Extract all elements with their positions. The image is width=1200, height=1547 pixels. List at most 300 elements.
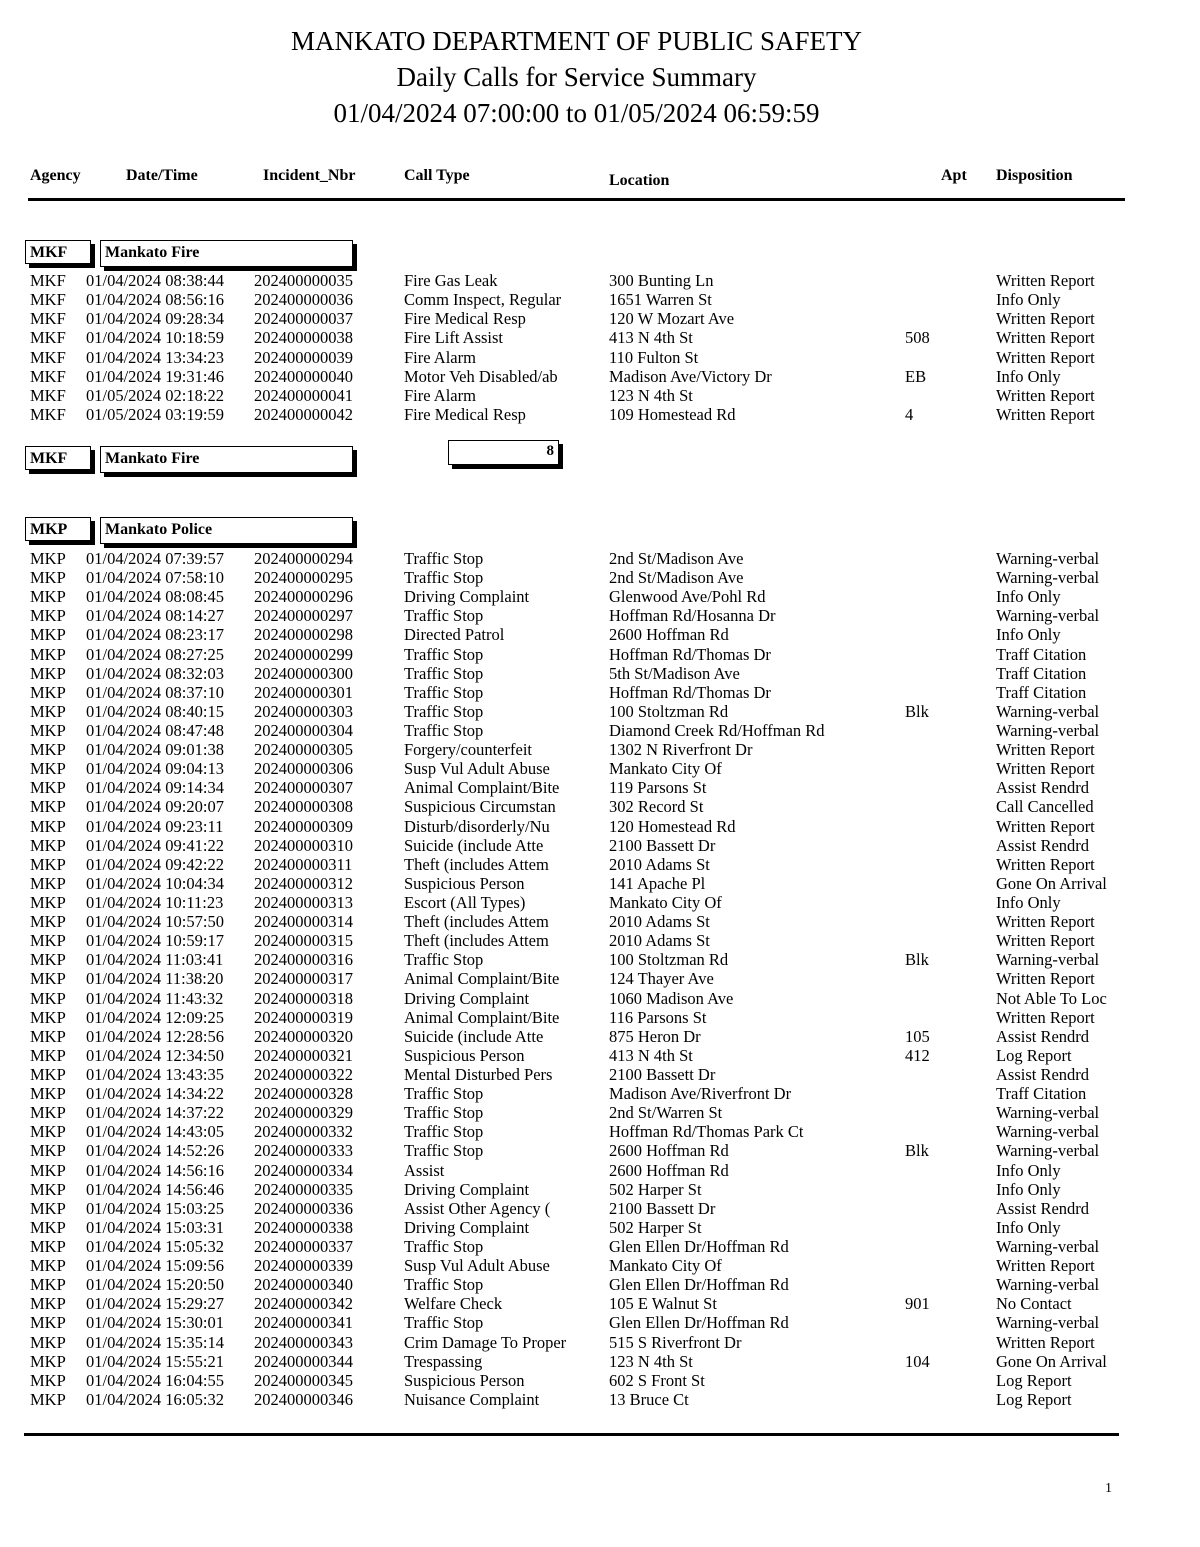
- disposition-cell: Warning-verbal: [996, 1141, 1100, 1161]
- agency-cell: MKP: [30, 835, 66, 855]
- police-agency-code-box: MKP: [25, 517, 91, 541]
- column-header-location: Location: [609, 172, 670, 189]
- disposition-cell: Info Only: [996, 892, 1061, 912]
- agency-cell: MKP: [30, 1179, 66, 1199]
- fire-agency-name-box: Mankato Fire: [100, 240, 353, 267]
- table-row: [0, 740, 1200, 759]
- datetime-cell: 01/04/2024 15:03:31: [86, 1217, 224, 1237]
- agency-cell: MKP: [30, 1103, 66, 1123]
- incident-number-cell: 202400000297: [254, 606, 353, 626]
- agency-cell: MKP: [30, 1045, 66, 1065]
- location-cell: Madison Ave/Riverfront Dr: [609, 1084, 792, 1104]
- incident-number-cell: 202400000296: [254, 587, 353, 607]
- column-header-datetime: Date/Time: [126, 167, 198, 184]
- table-row: [0, 664, 1200, 683]
- table-row: [0, 1256, 1200, 1275]
- table-row: [0, 328, 1200, 347]
- call-type-cell: Escort (All Types): [404, 892, 526, 912]
- call-type-cell: Driving Complaint: [404, 587, 530, 607]
- location-cell: 2nd St/Madison Ave: [609, 549, 744, 568]
- table-row: [0, 836, 1200, 855]
- datetime-cell: 01/04/2024 16:04:55: [86, 1370, 224, 1390]
- call-type-cell: Animal Complaint/Bite: [404, 1007, 560, 1027]
- agency-cell: MKP: [30, 644, 66, 664]
- agency-cell: MKP: [30, 1026, 66, 1046]
- location-cell: 2nd St/Warren St: [609, 1103, 723, 1123]
- agency-cell: MKP: [30, 682, 66, 702]
- table-row: [0, 1027, 1200, 1046]
- agency-cell: MKP: [30, 587, 66, 607]
- incident-number-cell: 202400000333: [254, 1141, 353, 1161]
- disposition-cell: Warning-verbal: [996, 950, 1100, 970]
- disposition-cell: Info Only: [996, 290, 1061, 310]
- call-type-cell: Motor Veh Disabled/ab: [404, 366, 558, 386]
- disposition-cell: Assist Rendrd: [996, 1026, 1090, 1046]
- datetime-cell: 01/04/2024 09:04:13: [86, 759, 224, 779]
- agency-cell: MKP: [30, 1122, 66, 1142]
- datetime-cell: 01/04/2024 09:20:07: [86, 797, 224, 817]
- table-row: [0, 1294, 1200, 1313]
- call-type-cell: Susp Vul Adult Abuse: [404, 1256, 550, 1276]
- column-header-disposition: Disposition: [996, 167, 1073, 184]
- agency-cell: MKP: [30, 606, 66, 626]
- incident-number-cell: 202400000335: [254, 1179, 353, 1199]
- datetime-cell: 01/04/2024 15:29:27: [86, 1294, 224, 1314]
- apt-cell: 508: [905, 328, 930, 348]
- disposition-cell: Written Report: [996, 759, 1095, 779]
- disposition-cell: Written Report: [996, 328, 1095, 348]
- call-type-cell: Traffic Stop: [404, 720, 484, 740]
- call-type-cell: Nuisance Complaint: [404, 1389, 540, 1409]
- call-type-cell: Traffic Stop: [404, 701, 484, 721]
- table-row: [0, 1275, 1200, 1294]
- disposition-cell: Traff Citation: [996, 682, 1087, 702]
- disposition-cell: Log Report: [996, 1389, 1072, 1409]
- datetime-cell: 01/04/2024 08:08:45: [86, 587, 224, 607]
- disposition-cell: Info Only: [996, 587, 1061, 607]
- datetime-cell: 01/04/2024 14:34:22: [86, 1084, 224, 1104]
- incident-number-cell: 202400000298: [254, 625, 353, 645]
- incident-number-cell: 202400000344: [254, 1351, 353, 1371]
- header-rule: [28, 198, 1125, 201]
- location-cell: 119 Parsons St: [609, 778, 707, 798]
- location-cell: 2nd St/Madison Ave: [609, 568, 744, 588]
- agency-cell: MKP: [30, 950, 66, 970]
- incident-number-cell: 202400000035: [254, 271, 353, 290]
- agency-cell: MKP: [30, 1370, 66, 1390]
- datetime-cell: 01/04/2024 08:37:10: [86, 682, 224, 702]
- table-row: [0, 625, 1200, 644]
- column-header-incident: Incident_Nbr: [263, 167, 356, 184]
- call-type-cell: Suspicious Person: [404, 1045, 525, 1065]
- call-type-cell: Traffic Stop: [404, 549, 484, 568]
- datetime-cell: 01/05/2024 03:19:59: [86, 405, 224, 425]
- agency-cell: MKP: [30, 1007, 66, 1027]
- location-cell: 123 N 4th St: [609, 1351, 693, 1371]
- agency-cell: MKP: [30, 1351, 66, 1371]
- agency-cell: MKP: [30, 1141, 66, 1161]
- incident-number-cell: 202400000317: [254, 969, 353, 989]
- fire-footer-code-box: MKF: [25, 446, 91, 470]
- table-row: [0, 290, 1200, 309]
- location-cell: 602 S Front St: [609, 1370, 705, 1390]
- disposition-cell: Written Report: [996, 1332, 1095, 1352]
- report-date-range: 01/04/2024 07:00:00 to 01/05/2024 06:59:59: [333, 98, 820, 128]
- datetime-cell: 01/04/2024 10:57:50: [86, 912, 224, 932]
- incident-number-cell: 202400000340: [254, 1275, 353, 1295]
- footer-rule: [24, 1433, 1119, 1436]
- agency-cell: MKP: [30, 1160, 66, 1180]
- disposition-cell: Traff Citation: [996, 644, 1087, 664]
- incident-number-cell: 202400000328: [254, 1084, 353, 1104]
- table-row: [0, 1237, 1200, 1256]
- disposition-cell: Call Cancelled: [996, 797, 1094, 817]
- disposition-cell: Written Report: [996, 309, 1095, 329]
- call-type-cell: Suspicious Circumstan: [404, 797, 556, 817]
- location-cell: 5th St/Madison Ave: [609, 663, 740, 683]
- datetime-cell: 01/04/2024 14:43:05: [86, 1122, 224, 1142]
- table-row: [0, 587, 1200, 606]
- incident-number-cell: 202400000042: [254, 405, 353, 425]
- location-cell: 502 Harper St: [609, 1217, 702, 1237]
- call-type-cell: Welfare Check: [404, 1294, 503, 1314]
- agency-cell: MKP: [30, 1084, 66, 1104]
- column-header-apt: Apt: [941, 167, 967, 184]
- datetime-cell: 01/04/2024 14:56:46: [86, 1179, 224, 1199]
- table-row: [0, 1352, 1200, 1371]
- disposition-cell: Gone On Arrival: [996, 873, 1107, 893]
- disposition-cell: Traff Citation: [996, 1084, 1087, 1104]
- table-row: [0, 568, 1200, 587]
- location-cell: 515 S Riverfront Dr: [609, 1332, 742, 1352]
- incident-number-cell: 202400000343: [254, 1332, 353, 1352]
- agency-cell: MKP: [30, 1313, 66, 1333]
- datetime-cell: 01/04/2024 14:37:22: [86, 1103, 224, 1123]
- table-row: [0, 969, 1200, 988]
- disposition-cell: Written Report: [996, 854, 1095, 874]
- incident-number-cell: 202400000337: [254, 1236, 353, 1256]
- report-subtitle: Daily Calls for Service Summary: [396, 62, 757, 92]
- disposition-cell: Written Report: [996, 931, 1095, 951]
- location-cell: 1651 Warren St: [609, 290, 712, 310]
- disposition-cell: Log Report: [996, 1045, 1072, 1065]
- table-row: [0, 1122, 1200, 1141]
- agency-cell: MKP: [30, 816, 66, 836]
- police-agency-name-box: Mankato Police: [100, 517, 353, 544]
- location-cell: Glenwood Ave/Pohl Rd: [609, 587, 766, 607]
- table-row: [0, 855, 1200, 874]
- disposition-cell: Warning-verbal: [996, 568, 1100, 588]
- table-row: [0, 1371, 1200, 1390]
- datetime-cell: 01/04/2024 13:34:23: [86, 347, 224, 367]
- incident-number-cell: 202400000318: [254, 988, 353, 1008]
- call-type-cell: Fire Medical Resp: [404, 309, 526, 329]
- disposition-cell: Written Report: [996, 1007, 1095, 1027]
- agency-cell: MKF: [30, 328, 66, 348]
- table-row: [0, 645, 1200, 664]
- location-cell: 100 Stoltzman Rd: [609, 950, 729, 970]
- call-type-cell: Traffic Stop: [404, 568, 484, 588]
- disposition-cell: Info Only: [996, 1217, 1061, 1237]
- location-cell: 2010 Adams St: [609, 912, 710, 932]
- table-row: [0, 309, 1200, 328]
- location-cell: 302 Record St: [609, 797, 704, 817]
- location-cell: Hoffman Rd/Hosanna Dr: [609, 606, 776, 626]
- call-type-cell: Traffic Stop: [404, 682, 484, 702]
- page-number: 1: [1105, 1481, 1112, 1496]
- location-cell: 110 Fulton St: [609, 347, 699, 367]
- table-row: [0, 367, 1200, 386]
- table-row: [0, 549, 1200, 568]
- incident-number-cell: 202400000342: [254, 1294, 353, 1314]
- call-type-cell: Assist Other Agency (: [404, 1198, 551, 1218]
- location-cell: Glen Ellen Dr/Hoffman Rd: [609, 1236, 789, 1256]
- datetime-cell: 01/04/2024 08:23:17: [86, 625, 224, 645]
- call-type-cell: Theft (includes Attem: [404, 854, 549, 874]
- location-cell: 141 Apache Pl: [609, 873, 706, 893]
- table-row: [0, 1065, 1200, 1084]
- agency-cell: MKP: [30, 759, 66, 779]
- datetime-cell: 01/04/2024 12:34:50: [86, 1045, 224, 1065]
- disposition-cell: Assist Rendrd: [996, 1064, 1090, 1084]
- incident-number-cell: 202400000304: [254, 720, 353, 740]
- incident-number-cell: 202400000321: [254, 1045, 353, 1065]
- call-type-cell: Forgery/counterfeit: [404, 740, 532, 760]
- agency-cell: MKP: [30, 1256, 66, 1276]
- datetime-cell: 01/04/2024 13:43:35: [86, 1064, 224, 1084]
- disposition-cell: Log Report: [996, 1370, 1072, 1390]
- disposition-cell: Assist Rendrd: [996, 778, 1090, 798]
- disposition-cell: Written Report: [996, 740, 1095, 760]
- disposition-cell: No Contact: [996, 1294, 1072, 1314]
- datetime-cell: 01/04/2024 09:41:22: [86, 835, 224, 855]
- location-cell: 300 Bunting Ln: [609, 271, 714, 290]
- disposition-cell: Written Report: [996, 385, 1095, 405]
- datetime-cell: 01/04/2024 15:09:56: [86, 1256, 224, 1276]
- disposition-cell: Warning-verbal: [996, 549, 1100, 568]
- datetime-cell: 01/04/2024 15:35:14: [86, 1332, 224, 1352]
- incident-number-cell: 202400000303: [254, 701, 353, 721]
- location-cell: 124 Thayer Ave: [609, 969, 714, 989]
- datetime-cell: 01/04/2024 19:31:46: [86, 366, 224, 386]
- datetime-cell: 01/04/2024 08:56:16: [86, 290, 224, 310]
- datetime-cell: 01/04/2024 10:11:23: [86, 892, 224, 912]
- incident-number-cell: 202400000307: [254, 778, 353, 798]
- datetime-cell: 01/04/2024 15:20:50: [86, 1275, 224, 1295]
- table-row: [0, 817, 1200, 836]
- agency-cell: MKF: [30, 309, 66, 329]
- fire-footer-name-box: Mankato Fire: [100, 446, 353, 473]
- table-row: [0, 1218, 1200, 1237]
- call-type-cell: Crim Damage To Proper: [404, 1332, 567, 1352]
- location-cell: 413 N 4th St: [609, 1045, 693, 1065]
- call-type-cell: Driving Complaint: [404, 1179, 530, 1199]
- agency-cell: MKP: [30, 912, 66, 932]
- location-cell: Glen Ellen Dr/Hoffman Rd: [609, 1275, 789, 1295]
- datetime-cell: 01/04/2024 10:59:17: [86, 931, 224, 951]
- datetime-cell: 01/04/2024 08:27:25: [86, 644, 224, 664]
- location-cell: Mankato City Of: [609, 1256, 722, 1276]
- datetime-cell: 01/04/2024 12:09:25: [86, 1007, 224, 1027]
- column-header-agency: Agency: [30, 167, 81, 184]
- incident-number-cell: 202400000341: [254, 1313, 353, 1333]
- datetime-cell: 01/04/2024 11:43:32: [86, 988, 224, 1008]
- disposition-cell: Written Report: [996, 912, 1095, 932]
- table-row: [0, 1161, 1200, 1180]
- agency-cell: MKP: [30, 1294, 66, 1314]
- incident-number-cell: 202400000314: [254, 912, 353, 932]
- location-cell: Hoffman Rd/Thomas Dr: [609, 682, 771, 702]
- disposition-cell: Written Report: [996, 816, 1095, 836]
- call-type-cell: Traffic Stop: [404, 1103, 484, 1123]
- incident-number-cell: 202400000301: [254, 682, 353, 702]
- incident-number-cell: 202400000315: [254, 931, 353, 951]
- disposition-cell: Assist Rendrd: [996, 835, 1090, 855]
- call-type-cell: Driving Complaint: [404, 1217, 530, 1237]
- incident-number-cell: 202400000299: [254, 644, 353, 664]
- datetime-cell: 01/04/2024 08:40:15: [86, 701, 224, 721]
- location-cell: 120 W Mozart Ave: [609, 309, 735, 329]
- call-type-cell: Suicide (include Atte: [404, 1026, 544, 1046]
- table-row: [0, 606, 1200, 625]
- disposition-cell: Warning-verbal: [996, 1103, 1100, 1123]
- datetime-cell: 01/04/2024 09:01:38: [86, 740, 224, 760]
- datetime-cell: 01/04/2024 16:05:32: [86, 1389, 224, 1409]
- agency-cell: MKF: [30, 347, 66, 367]
- call-type-cell: Traffic Stop: [404, 1236, 484, 1256]
- datetime-cell: 01/04/2024 14:52:26: [86, 1141, 224, 1161]
- table-row: [0, 950, 1200, 969]
- location-cell: 2100 Bassett Dr: [609, 1064, 716, 1084]
- apt-cell: Blk: [905, 950, 929, 970]
- call-type-cell: Assist: [404, 1160, 445, 1180]
- location-cell: Glen Ellen Dr/Hoffman Rd: [609, 1313, 789, 1333]
- incident-number-cell: 202400000306: [254, 759, 353, 779]
- disposition-cell: Info Only: [996, 1160, 1061, 1180]
- call-type-cell: Traffic Stop: [404, 1122, 484, 1142]
- call-type-cell: Fire Alarm: [404, 385, 476, 405]
- agency-cell: MKP: [30, 1198, 66, 1218]
- agency-cell: MKP: [30, 720, 66, 740]
- location-cell: 2010 Adams St: [609, 854, 710, 874]
- location-cell: 413 N 4th St: [609, 328, 693, 348]
- location-cell: 2600 Hoffman Rd: [609, 625, 729, 645]
- disposition-cell: Written Report: [996, 1256, 1095, 1276]
- table-row: [0, 1333, 1200, 1352]
- call-type-cell: Suspicious Person: [404, 873, 525, 893]
- apt-cell: 4: [905, 405, 914, 425]
- disposition-cell: Info Only: [996, 625, 1061, 645]
- location-cell: 1060 Madison Ave: [609, 988, 734, 1008]
- apt-cell: 901: [905, 1294, 930, 1314]
- datetime-cell: 01/04/2024 10:18:59: [86, 328, 224, 348]
- datetime-cell: 01/04/2024 11:38:20: [86, 969, 224, 989]
- incident-number-cell: 202400000039: [254, 347, 353, 367]
- incident-number-cell: 202400000339: [254, 1256, 353, 1276]
- disposition-cell: Written Report: [996, 347, 1095, 367]
- call-type-cell: Animal Complaint/Bite: [404, 778, 560, 798]
- call-type-cell: Traffic Stop: [404, 606, 484, 626]
- agency-cell: MKP: [30, 873, 66, 893]
- table-row: [0, 271, 1200, 290]
- disposition-cell: Warning-verbal: [996, 1122, 1100, 1142]
- table-row: [0, 405, 1200, 424]
- agency-cell: MKP: [30, 931, 66, 951]
- incident-number-cell: 202400000320: [254, 1026, 353, 1046]
- disposition-cell: Warning-verbal: [996, 1275, 1100, 1295]
- incident-number-cell: 202400000041: [254, 385, 353, 405]
- incident-number-cell: 202400000308: [254, 797, 353, 817]
- incident-number-cell: 202400000036: [254, 290, 353, 310]
- call-type-cell: Fire Medical Resp: [404, 405, 526, 425]
- location-cell: 109 Homestead Rd: [609, 405, 736, 425]
- location-cell: 123 N 4th St: [609, 385, 693, 405]
- agency-cell: MKF: [30, 405, 66, 425]
- datetime-cell: 01/04/2024 10:04:34: [86, 873, 224, 893]
- agency-cell: MKP: [30, 549, 66, 568]
- location-cell: Mankato City Of: [609, 892, 722, 912]
- agency-cell: MKP: [30, 568, 66, 588]
- datetime-cell: 01/04/2024 08:38:44: [86, 271, 224, 290]
- disposition-cell: Warning-verbal: [996, 1236, 1100, 1256]
- table-row: [0, 1180, 1200, 1199]
- agency-cell: MKP: [30, 892, 66, 912]
- location-cell: 1302 N Riverfront Dr: [609, 740, 753, 760]
- agency-cell: MKF: [30, 271, 66, 290]
- incident-number-cell: 202400000338: [254, 1217, 353, 1237]
- call-type-cell: Traffic Stop: [404, 1313, 484, 1333]
- table-row: [0, 1084, 1200, 1103]
- disposition-cell: Assist Rendrd: [996, 1198, 1090, 1218]
- agency-cell: MKF: [30, 290, 66, 310]
- location-cell: 100 Stoltzman Rd: [609, 701, 729, 721]
- incident-number-cell: 202400000346: [254, 1389, 353, 1409]
- apt-cell: Blk: [905, 701, 929, 721]
- table-row: [0, 721, 1200, 740]
- agency-cell: MKP: [30, 797, 66, 817]
- apt-cell: EB: [905, 366, 927, 386]
- table-row: [0, 1141, 1200, 1160]
- table-row: [0, 931, 1200, 950]
- incident-number-cell: 202400000294: [254, 549, 353, 568]
- disposition-cell: Not Able To Loc: [996, 988, 1107, 1008]
- report-title: MANKATO DEPARTMENT OF PUBLIC SAFETY: [291, 26, 862, 56]
- call-type-cell: Mental Disturbed Pers: [404, 1064, 553, 1084]
- call-type-cell: Driving Complaint: [404, 988, 530, 1008]
- datetime-cell: 01/04/2024 08:14:27: [86, 606, 224, 626]
- call-type-cell: Theft (includes Attem: [404, 931, 549, 951]
- table-row: [0, 797, 1200, 816]
- disposition-cell: Info Only: [996, 366, 1061, 386]
- table-row: [0, 778, 1200, 797]
- agency-cell: MKF: [30, 385, 66, 405]
- disposition-cell: Warning-verbal: [996, 606, 1100, 626]
- disposition-cell: Written Report: [996, 405, 1095, 425]
- disposition-cell: Gone On Arrival: [996, 1351, 1107, 1371]
- call-type-cell: Theft (includes Attem: [404, 912, 549, 932]
- call-type-cell: Fire Gas Leak: [404, 271, 498, 290]
- agency-cell: MKP: [30, 1389, 66, 1409]
- incident-number-cell: 202400000322: [254, 1064, 353, 1084]
- call-type-cell: Traffic Stop: [404, 950, 484, 970]
- datetime-cell: 01/04/2024 09:23:11: [86, 816, 224, 836]
- call-type-cell: Fire Lift Assist: [404, 328, 504, 348]
- agency-cell: MKP: [30, 701, 66, 721]
- disposition-cell: Written Report: [996, 969, 1095, 989]
- table-row: [0, 1199, 1200, 1218]
- disposition-cell: Warning-verbal: [996, 701, 1100, 721]
- location-cell: Diamond Creek Rd/Hoffman Rd: [609, 720, 825, 740]
